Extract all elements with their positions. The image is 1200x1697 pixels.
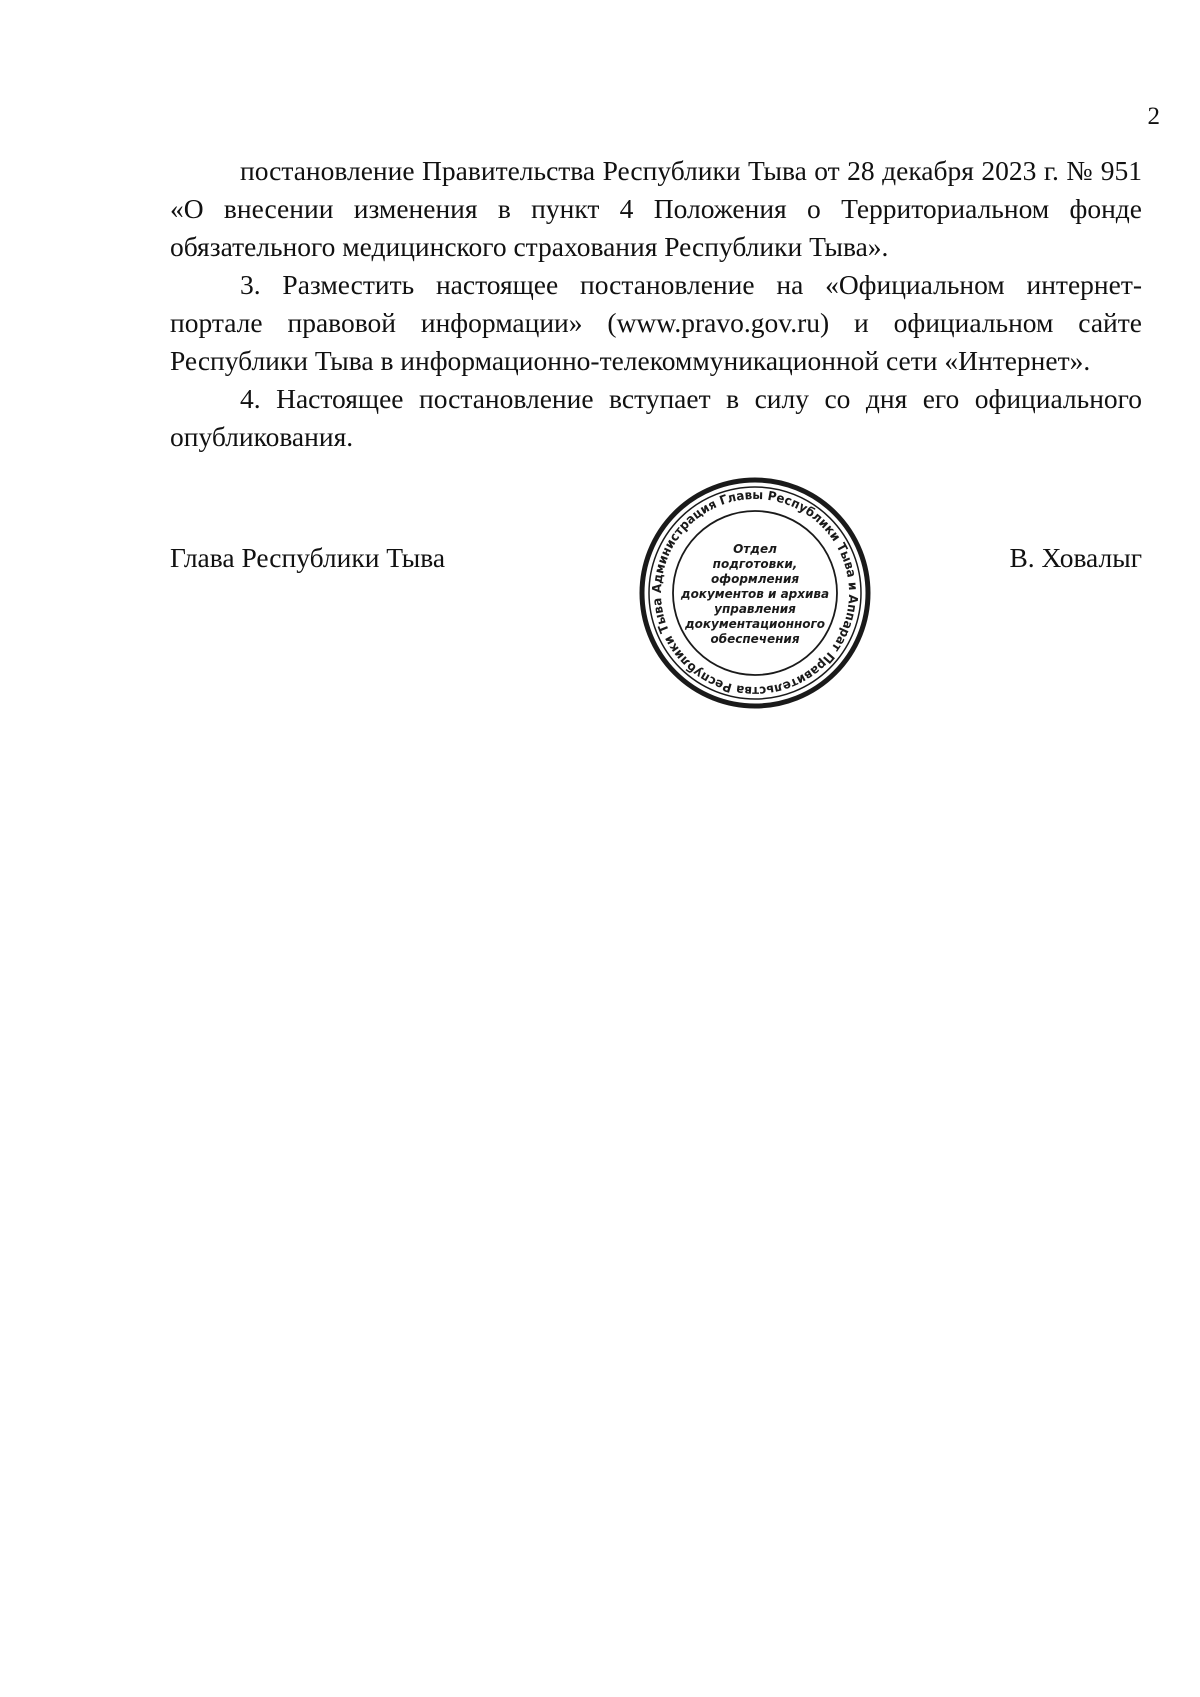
seal-center-line-1: Отдел [733, 542, 777, 556]
paragraph-continuation: постановление Правительства Республики Тыва от 28 декабря 2023 г. № 951 «О внесении изменения в пункт 4 Положения о Территориальном фонде обязательного медицинского страхования Республики Тыва». [170, 155, 1142, 262]
seal-center-line-4: документов и архива [680, 587, 830, 601]
paragraph-4: 4. Настоящее постановление вступает в силу со дня его официального опубликования. [170, 383, 1142, 452]
document-body [170, 152, 1142, 456]
seal-ring-textpath: Администрация Главы Республики Тыва и Аппарат Правительства Республики Тыва [648, 486, 862, 700]
seal-center-line-5: управления [714, 602, 796, 616]
seal-center-line-7: обеспечения [710, 632, 800, 646]
seal-center-line-6: документационного [684, 617, 826, 631]
official-seal [637, 475, 873, 711]
signatory-name: В. Ховалыг [1009, 542, 1142, 573]
seal-graphic [637, 475, 873, 711]
paragraph-3: 3. Разместить настоящее постановление на «Официальном интернет-портале правовой информации» (www.pravo.gov.ru) и официальном сайте Республики Тыва в информационно-телекоммуникационной сети «Интернет». [170, 269, 1142, 376]
signatory-title: Глава Республики Тыва [170, 542, 446, 573]
page-number: 2 [1147, 103, 1160, 130]
seal-center-line-3: оформления [710, 572, 800, 586]
seal-center-line-2: подготовки, [712, 557, 798, 571]
